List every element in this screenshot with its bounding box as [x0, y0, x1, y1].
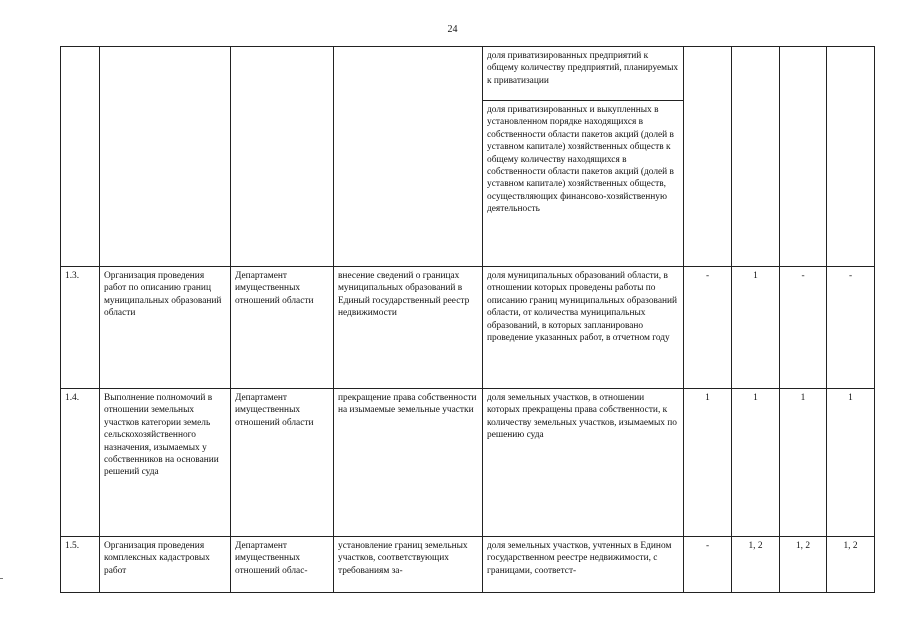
cell-value-empty — [780, 47, 827, 267]
cell-num: 1.4. — [61, 389, 100, 537]
cell-value: 1, 2 — [827, 537, 875, 593]
cell-result: внесение сведений о границах муниципальных образований в Единый государственный реестр недвижимости — [334, 267, 483, 389]
cell-executor: Департамент имущественных отношений области — [231, 267, 334, 389]
table-row — [61, 537, 875, 593]
cell-result: установление границ земельных участков, соответствующих требованиям за- — [334, 537, 483, 593]
cell-indicator: доля земельных участков, учтенных в Едином государственном реестре недвижимости, с границами, соответст- — [483, 537, 684, 593]
cell-value: - — [780, 267, 827, 389]
cell-value: - — [684, 267, 732, 389]
cell-value: 1 — [827, 389, 875, 537]
cell-value: 1 — [732, 267, 780, 389]
cell-value: 1, 2 — [732, 537, 780, 593]
continuation-row-1 — [61, 47, 875, 101]
cell-num: 1.5. — [61, 537, 100, 593]
cell-result: прекращение права собственности на изымаемые земельные участки — [334, 389, 483, 537]
scan-artifact — [0, 578, 3, 579]
cell-executor: Департамент имущественных отношений облас- — [231, 537, 334, 593]
cell-executor-empty — [231, 47, 334, 267]
cell-value-empty — [684, 47, 732, 267]
cell-value: - — [827, 267, 875, 389]
cell-value-empty — [827, 47, 875, 267]
program-table — [60, 46, 875, 593]
cell-indicator: доля приватизированных предприятий к общему количеству предприятий, планируемых к приватизации — [483, 47, 684, 101]
cell-result-empty — [334, 47, 483, 267]
cell-value: 1 — [732, 389, 780, 537]
cell-value-empty — [732, 47, 780, 267]
cell-indicator: доля муниципальных образований области, в отношении которых проведены работы по описанию границ муниципальных образований области, от количества муниципальных образований, в которых запланировано проведение указанных работ, в отчетном году — [483, 267, 684, 389]
cell-num-empty — [61, 47, 100, 267]
cell-event-empty — [100, 47, 231, 267]
cell-event: Организация проведения работ по описанию границ муниципальных образований области — [100, 267, 231, 389]
cell-event: Выполнение полномочий в отношении земельных участков категории земель сельскохозяйственного назначения, изымаемых у собственников на основании решений суда — [100, 389, 231, 537]
cell-value: 1 — [780, 389, 827, 537]
cell-executor: Департамент имущественных отношений области — [231, 389, 334, 537]
cell-value: 1, 2 — [780, 537, 827, 593]
cell-indicator: доля приватизированных и выкупленных в установленном порядке находящихся в собственности области пакетов акций (долей в уставном капитале) хозяйственных обществ к общему количеству находящихся в собственности области пакетов акций (долей в уставном капитале) хозяйственных обществ, осуществляющих финансово-хозяйственную деятельность — [483, 101, 684, 267]
cell-event: Организация проведения комплексных кадастровых работ — [100, 537, 231, 593]
page-number: 24 — [447, 24, 458, 35]
table-row — [61, 267, 875, 389]
cell-indicator: доля земельных участков, в отношении которых прекращены права собственности, к количеству земельных участков, изымаемых по решению суда — [483, 389, 684, 537]
table-row — [61, 389, 875, 537]
cell-value: - — [684, 537, 732, 593]
cell-value: 1 — [684, 389, 732, 537]
cell-num: 1.3. — [61, 267, 100, 389]
